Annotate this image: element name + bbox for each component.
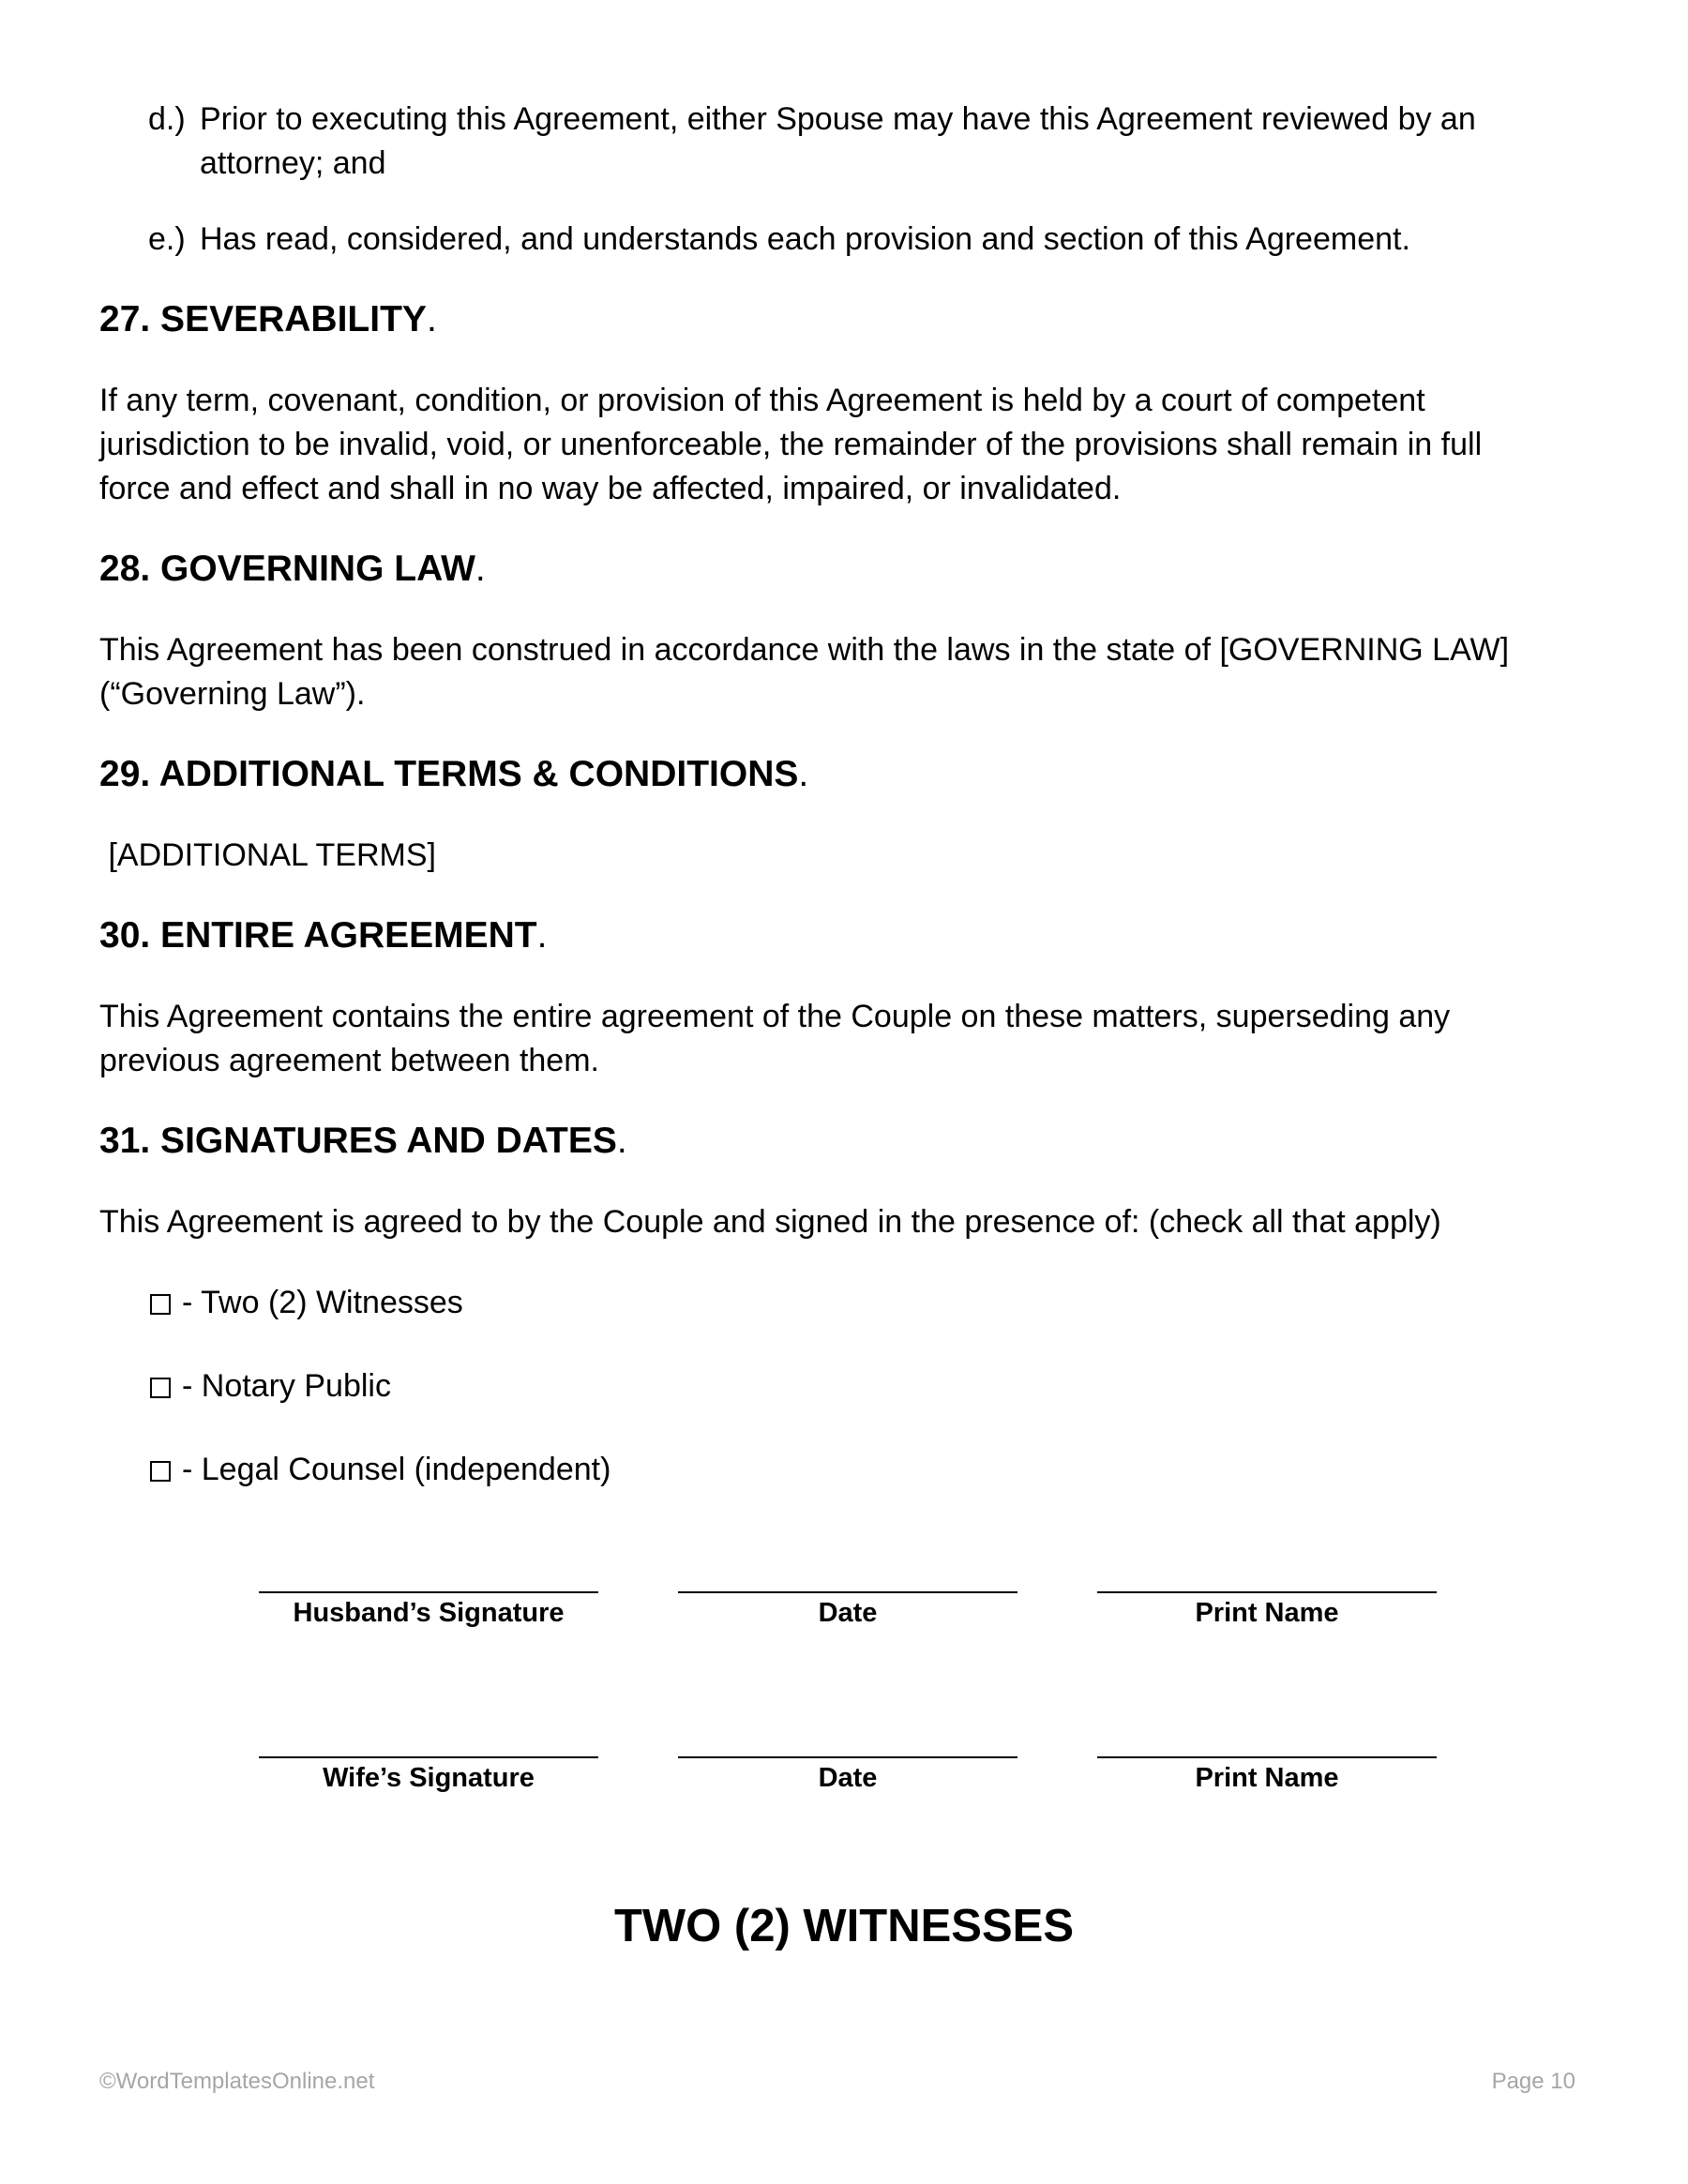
wife-print-name-line[interactable] xyxy=(1097,1756,1437,1758)
section-heading-governing-law xyxy=(99,547,486,591)
section-punct: . xyxy=(536,915,548,956)
paragraph-line: jurisdiction to be invalid, void, or unenforceable, the remainder of the provisions shall remain in full xyxy=(99,427,1483,462)
section-punct: . xyxy=(616,1121,627,1161)
section-title: 29. ADDITIONAL TERMS & CONDITIONS xyxy=(99,754,799,794)
husband-print-name-line[interactable] xyxy=(1097,1591,1437,1593)
husband-print-name-label: Print Name xyxy=(1195,1598,1339,1628)
section-punct: . xyxy=(475,549,486,589)
section-title: 30. ENTIRE AGREEMENT xyxy=(99,915,537,956)
checkbox[interactable] xyxy=(150,1461,171,1482)
footer-page-number: Page 10 xyxy=(1491,2069,1575,2094)
paragraph-line: This Agreement contains the entire agreement of the Couple on these matters, superseding any xyxy=(99,999,1451,1034)
section-punct: . xyxy=(426,299,437,339)
husband-date-label: Date xyxy=(818,1598,878,1628)
list-marker-e: e.) xyxy=(148,221,186,257)
section-heading-signatures xyxy=(99,1119,627,1163)
section-title: 27. SEVERABILITY xyxy=(99,299,427,339)
wife-date-label: Date xyxy=(818,1763,878,1793)
footer-copyright: ©WordTemplatesOnline.net xyxy=(99,2069,375,2094)
paragraph-line: This Agreement is agreed to by the Couple and signed in the presence of: (check all that apply) xyxy=(99,1204,1441,1240)
section-heading-severability xyxy=(99,297,437,341)
paragraph-line: If any term, covenant, condition, or provision of this Agreement is held by a court of competent xyxy=(99,383,1425,418)
paragraph-line: previous agreement between them. xyxy=(99,1043,599,1078)
section-title: 28. GOVERNING LAW xyxy=(99,549,475,589)
checkbox[interactable] xyxy=(150,1378,171,1398)
list-marker-d: d.) xyxy=(148,101,186,137)
wife-signature-line[interactable] xyxy=(259,1756,598,1758)
husband-signature-label: Husband’s Signature xyxy=(293,1598,565,1628)
list-item-d xyxy=(148,98,1476,142)
section-title: 31. SIGNATURES AND DATES xyxy=(99,1121,617,1161)
checkbox-label: - Two (2) Witnesses xyxy=(182,1285,463,1320)
list-item-d-text: Prior to executing this Agreement, either Spouse may have this Agreement reviewed by an xyxy=(200,101,1476,137)
section-heading-additional-terms xyxy=(99,752,808,796)
wife-signature-label: Wife’s Signature xyxy=(323,1763,535,1793)
section-heading-entire-agreement xyxy=(99,913,547,957)
paragraph-line: This Agreement has been construed in accordance with the laws in the state of [GOVERNING LAW] xyxy=(99,632,1510,668)
checkbox-label: - Notary Public xyxy=(182,1368,391,1404)
paragraph-line: [ADDITIONAL TERMS] xyxy=(99,837,436,873)
wife-print-name-label: Print Name xyxy=(1195,1763,1339,1793)
section-punct: . xyxy=(798,754,809,794)
paragraph-line: (“Governing Law”). xyxy=(99,676,366,712)
checkbox-option-legal-counsel[interactable] xyxy=(150,1448,610,1492)
husband-date-line[interactable] xyxy=(678,1591,1017,1593)
checkbox[interactable] xyxy=(150,1294,171,1315)
list-item-e xyxy=(148,218,1410,262)
husband-signature-line[interactable] xyxy=(259,1591,598,1593)
paragraph-line: force and effect and shall in no way be affected, impaired, or invalidated. xyxy=(99,471,1122,506)
list-item-d-continuation: attorney; and xyxy=(200,145,386,181)
checkbox-option-witnesses[interactable] xyxy=(150,1281,463,1325)
checkbox-label: - Legal Counsel (independent) xyxy=(182,1452,611,1487)
witnesses-title: TWO (2) WITNESSES xyxy=(614,1901,1074,1951)
list-item-e-text: Has read, considered, and understands each provision and section of this Agreement. xyxy=(200,221,1410,257)
wife-date-line[interactable] xyxy=(678,1756,1017,1758)
checkbox-option-notary[interactable] xyxy=(150,1364,391,1408)
